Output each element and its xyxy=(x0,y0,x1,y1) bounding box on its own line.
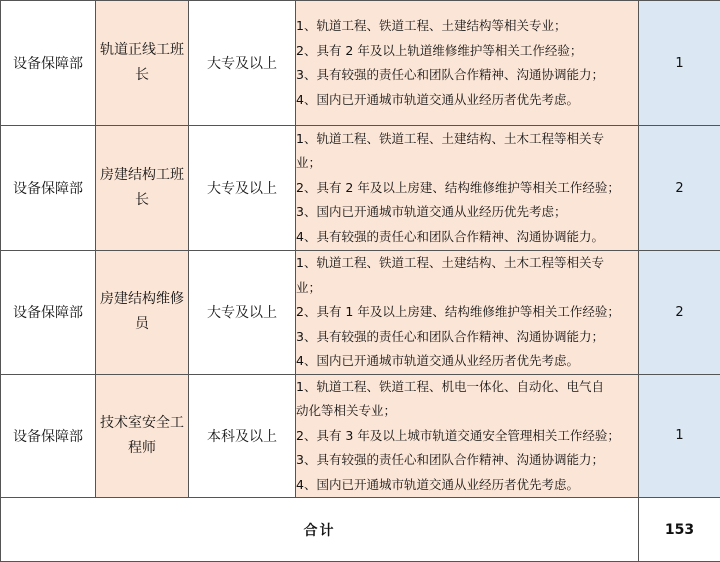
position-line: 长 xyxy=(135,192,149,208)
position-line: 房建结构工班 xyxy=(100,167,184,183)
requirement-line: 3、具有较强的责任心和团队合作精神、沟通协调能力； xyxy=(296,63,638,88)
education-cell: 大专及以上 xyxy=(189,1,296,126)
education-cell: 本科及以上 xyxy=(189,374,296,498)
requirements-cell xyxy=(296,126,639,251)
total-row xyxy=(1,498,720,562)
requirement-line: 业； xyxy=(296,151,638,176)
total-label: 合计 xyxy=(1,498,639,562)
position-cell xyxy=(96,251,189,375)
education-cell: 大专及以上 xyxy=(189,251,296,375)
position-line: 长 xyxy=(135,67,149,83)
requirements-cell xyxy=(296,374,639,498)
requirement-line: 2、具有 2 年及以上轨道维修维护等相关工作经验； xyxy=(296,39,638,64)
requirement-line: 3、国内已开通城市轨道交通从业经历优先考虑； xyxy=(296,200,638,225)
requirement-line: 4、具有较强的责任心和团队合作精神、沟通协调能力。 xyxy=(296,225,638,250)
requirement-line: 2、具有 3 年及以上城市轨道交通安全管理相关工作经验； xyxy=(296,424,638,449)
table-row xyxy=(1,1,720,126)
requirement-line: 2、具有 1 年及以上房建、结构维修维护等相关工作经验； xyxy=(296,300,638,325)
headcount-cell: 1 xyxy=(639,1,720,126)
requirements-cell xyxy=(296,1,639,126)
headcount-cell: 1 xyxy=(639,374,720,498)
requirement-line: 动化等相关专业； xyxy=(296,399,638,424)
education-cell: 大专及以上 xyxy=(189,126,296,251)
requirement-line: 2、具有 2 年及以上房建、结构维修维护等相关工作经验； xyxy=(296,176,638,201)
requirements-cell xyxy=(296,251,639,375)
requirement-line: 1、轨道工程、铁道工程、机电一体化、自动化、电气自 xyxy=(296,375,638,400)
position-cell xyxy=(96,1,189,126)
position-line: 技术室安全工 xyxy=(100,415,184,431)
table-row xyxy=(1,251,720,375)
requirement-line: 1、轨道工程、铁道工程、土建结构、土木工程等相关专 xyxy=(296,251,638,276)
requirement-line: 4、国内已开通城市轨道交通从业经历者优先考虑。 xyxy=(296,349,638,374)
requirement-line: 1、轨道工程、铁道工程、土建结构、土木工程等相关专 xyxy=(296,127,638,152)
position-line: 房建结构维修 xyxy=(100,291,184,307)
position-cell xyxy=(96,126,189,251)
position-line: 员 xyxy=(135,316,149,332)
position-line: 程师 xyxy=(128,440,156,456)
department-cell: 设备保障部 xyxy=(1,126,96,251)
total-value: 153 xyxy=(639,498,720,562)
headcount-cell: 2 xyxy=(639,251,720,375)
requirement-line: 业； xyxy=(296,276,638,301)
requirement-line: 3、具有较强的责任心和团队合作精神、沟通协调能力； xyxy=(296,325,638,350)
position-line: 轨道正线工班 xyxy=(100,42,184,58)
department-cell: 设备保障部 xyxy=(1,374,96,498)
requirement-line: 4、国内已开通城市轨道交通从业经历者优先考虑。 xyxy=(296,473,638,498)
requirement-line: 1、轨道工程、铁道工程、土建结构等相关专业； xyxy=(296,14,638,39)
requirement-line: 3、具有较强的责任心和团队合作精神、沟通协调能力； xyxy=(296,448,638,473)
requirement-line: 4、国内已开通城市轨道交通从业经历者优先考虑。 xyxy=(296,88,638,113)
table-row xyxy=(1,126,720,251)
headcount-cell: 2 xyxy=(639,126,720,251)
position-cell xyxy=(96,374,189,498)
department-cell: 设备保障部 xyxy=(1,1,96,126)
table-row xyxy=(1,374,720,498)
department-cell: 设备保障部 xyxy=(1,251,96,375)
